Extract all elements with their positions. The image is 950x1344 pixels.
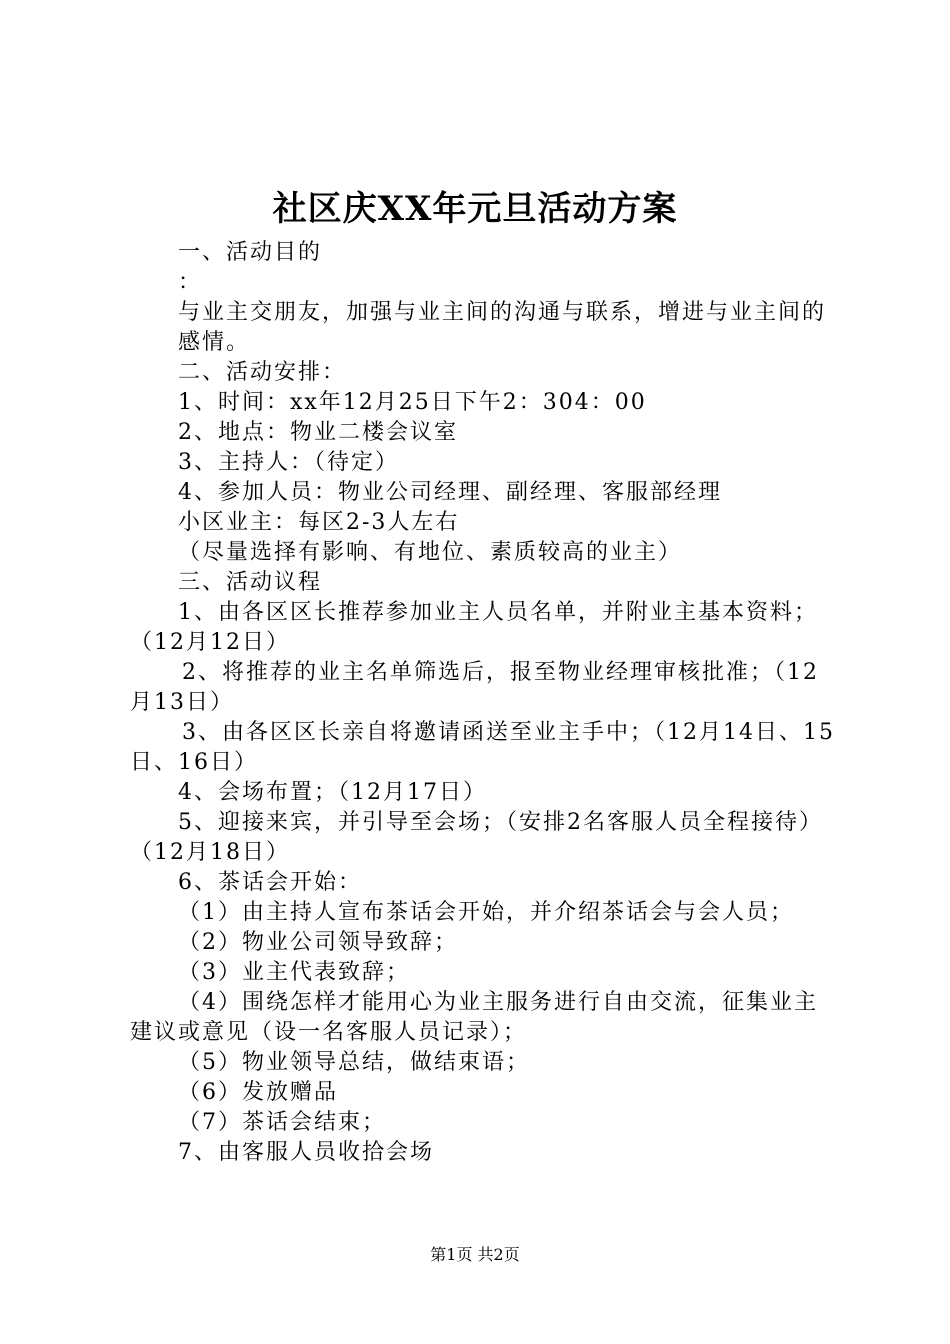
- paragraph: 3、主持人：（待定）: [178, 450, 399, 475]
- document-body: [130, 238, 836, 1168]
- paragraph: 小区业主：每区2-3人左右: [178, 510, 460, 535]
- section-heading-arrangement: 二、活动安排：: [178, 360, 347, 385]
- paragraph: 1、时间：xx年12月25日下午2：304：00: [178, 390, 647, 415]
- agenda-item: 5、迎接来宾，并引导至会场；（安排2名客服人员全程接待）（12月18日）: [130, 810, 823, 865]
- agenda-subitem: （2）物业公司领导致辞；: [178, 930, 458, 955]
- agenda-item: 7、由客服人员收拾会场: [178, 1140, 434, 1165]
- agenda-subitem: （3）业主代表致辞；: [178, 960, 410, 985]
- document-title: 社区庆XX年元旦活动方案: [272, 189, 678, 229]
- agenda-item: 6、茶话会开始：: [178, 870, 362, 895]
- agenda-item: 4、会场布置；（12月17日）: [178, 780, 487, 805]
- paragraph: 与业主交朋友，加强与业主间的沟通与联系，增进与业主间的感情。: [178, 300, 827, 355]
- agenda-item: 2、将推荐的业主名单筛选后，报至物业经理审核批准；（12月13日）: [130, 660, 819, 715]
- paragraph: ：: [178, 270, 203, 295]
- paragraph: 2、地点：物业二楼会议室: [178, 420, 458, 445]
- agenda-subitem: （6）发放赠品: [178, 1080, 338, 1105]
- agenda-subitem: （7）茶话会结束；: [178, 1110, 386, 1135]
- section-heading-purpose: 一、活动目的: [178, 240, 323, 265]
- page-footer: 第1页 共2页: [430, 1245, 520, 1264]
- section-heading-agenda: 三、活动议程: [178, 570, 323, 595]
- paragraph: 4、参加人员：物业公司经理、副经理、客服部经理: [178, 480, 722, 505]
- agenda-item: 3、由各区区长亲自将邀请函送至业主手中；（12月14日、15日、16日）: [130, 720, 835, 775]
- agenda-subitem: （4）围绕怎样才能用心为业主服务进行自由交流，征集业主建议或意见（设一名客服人员记录）；: [130, 990, 818, 1045]
- agenda-subitem: （5）物业领导总结，做结束语；: [178, 1050, 530, 1075]
- paragraph: （尽量选择有影响、有地位、素质较高的业主）: [178, 540, 683, 565]
- agenda-subitem: （1）由主持人宣布茶话会开始，并介绍茶话会与会人员；: [178, 900, 794, 925]
- agenda-item: 1、由各区区长推荐参加业主人员名单，并附业主基本资料；（12月12日）: [130, 600, 818, 655]
